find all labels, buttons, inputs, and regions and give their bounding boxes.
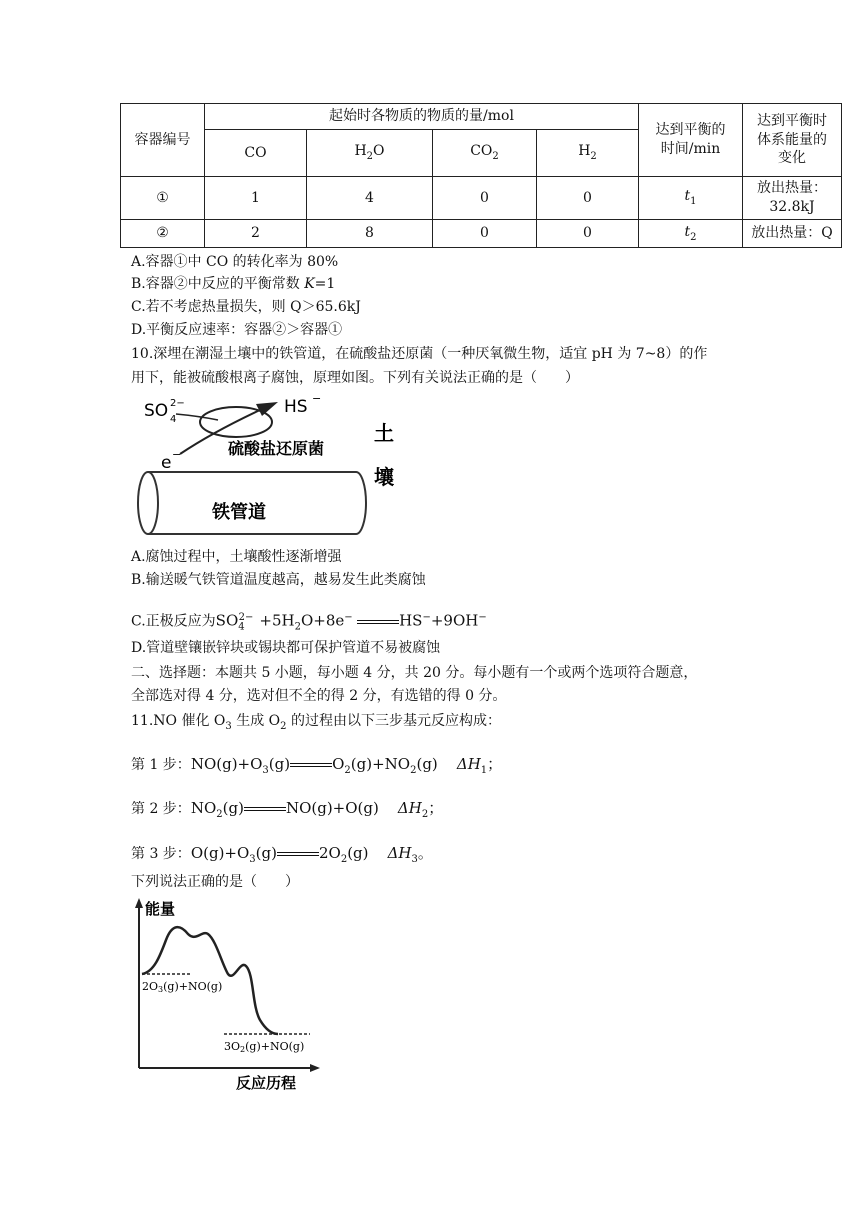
x-axis-arrow	[310, 1064, 320, 1072]
row1-h2o: 4	[307, 177, 433, 220]
q9-option-a: A.容器①中 CO 的转化率为 80%	[131, 254, 339, 270]
soil-label-2: 壤	[374, 465, 394, 489]
q11-step2: 第 2 步：$NO_2(g)$ NO(g)+O(g) $\Delta H_2$；	[131, 799, 444, 820]
species-h2o: $H_2O$	[307, 130, 433, 177]
q10-option-c: C.正极反应为$SO_4^{2-} +5H_2O+8e^-$ HS−+9OH−	[131, 611, 487, 633]
energy-profile-graph	[126, 896, 326, 1096]
row2-h2o: 8	[307, 220, 433, 248]
so4-sub: 4	[170, 414, 177, 425]
table-row	[121, 177, 842, 220]
row2-id: ②	[121, 220, 205, 248]
q10-stem-line1: 10.深埋在潮湿土壤中的铁管道，在硫酸盐还原菌（一种厌氧微生物，适宜 pH 为 7~8）的作	[131, 346, 708, 362]
reactants-label: 2O3(g)+NO(g)	[142, 980, 223, 994]
q11-question: 下列说法正确的是（ ）	[131, 874, 299, 890]
row1-co2: 0	[433, 177, 537, 220]
header-energy-l1: 达到平衡时	[757, 112, 827, 129]
bacteria-label: 硫酸盐还原菌	[228, 439, 325, 458]
row2-energy: 放出热量：Q	[743, 220, 842, 248]
products-label: 3O2(g)+NO(g)	[224, 1040, 305, 1054]
y-axis-arrow	[135, 898, 143, 908]
header-initial: 起始时各物质的物质的量/mol	[205, 104, 639, 130]
q11-stem: 11.NO 催化 $O_3$ 生成 $O_2$ 的过程由以下三步基元反应构成：	[131, 713, 501, 732]
q11-step1: 第 1 步：$NO(g)+O_3(g)$ $O_2(g)+NO_2(g)$ $\Delta H_1$；	[131, 755, 503, 776]
so4-label: SO	[144, 401, 169, 421]
header-energy-l2: 体系能量的	[757, 131, 827, 148]
x-axis-label: 反应历程	[236, 1074, 297, 1092]
q9-option-b: B.容器②中反应的平衡常数 K=1	[131, 276, 336, 292]
pipe-end	[138, 472, 158, 534]
header-energy	[743, 104, 842, 177]
q9-option-d: D.平衡反应速率：容器②＞容器①	[131, 322, 343, 338]
row1-id: ①	[121, 177, 205, 220]
row1-co: 1	[205, 177, 307, 220]
so4-link-line	[176, 414, 218, 420]
y-axis-label: 能量	[145, 900, 176, 918]
table-row	[121, 220, 842, 248]
q9-option-c: C.若不考虑热量损失，则 Q＞65.6kJ	[131, 299, 361, 315]
species-co2: $CO_2$	[433, 130, 537, 177]
corrosion-figure	[128, 392, 408, 542]
section2-line1: 二、选择题：本题共 5 小题，每小题 4 分，共 20 分。每小题有一个或两个选项符合题意，	[131, 665, 698, 681]
row2-co2: 0	[433, 220, 537, 248]
q11-step3: 第 3 步：$O(g)+O_3(g)$ $2O_2(g)$ $\Delta H_3$。	[131, 844, 433, 865]
header-time-l2: 时间/min	[660, 141, 721, 157]
species-h2: $H_2$	[537, 130, 639, 177]
row2-h2: 0	[537, 220, 639, 248]
q10-option-d: D.管道壁镶嵌锌块或锡块都可保护管道不易被腐蚀	[131, 640, 441, 656]
row2-time: $t_2$	[639, 220, 743, 248]
hs-sup: −	[312, 392, 322, 405]
pipe-label: 铁管道	[212, 502, 266, 523]
q10-stem-line2: 用下，能被硫酸根离子腐蚀，原理如图。下列有关说法正确的是（ ）	[131, 370, 579, 386]
q10-option-b: B.输送暖气铁管道温度越高，越易发生此类腐蚀	[131, 572, 426, 588]
soil-label-1: 土	[374, 421, 394, 445]
header-energy-l3: 变化	[778, 150, 806, 167]
row1-h2: 0	[537, 177, 639, 220]
header-time-l1: 达到平衡的	[655, 122, 726, 139]
section2-line2: 全部选对得 4 分，选对但不全的得 2 分，有选错的得 0 分。	[131, 688, 507, 704]
equals-sign	[357, 620, 399, 624]
electron-label: e	[161, 453, 172, 473]
header-time	[639, 104, 743, 177]
row1-time: $t_1$	[639, 177, 743, 220]
species-co: CO	[205, 130, 307, 177]
header-container: 容器编号	[121, 104, 205, 177]
row2-co: 2	[205, 220, 307, 248]
row1-energy: 放出热量： 32.8kJ	[743, 177, 842, 220]
q10-option-a: A.腐蚀过程中，土壤酸性逐渐增强	[131, 549, 342, 565]
electron-sup: −	[172, 448, 182, 461]
data-table	[120, 103, 842, 248]
so4-sup: 2−	[170, 398, 185, 409]
hs-label: HS	[284, 397, 308, 417]
